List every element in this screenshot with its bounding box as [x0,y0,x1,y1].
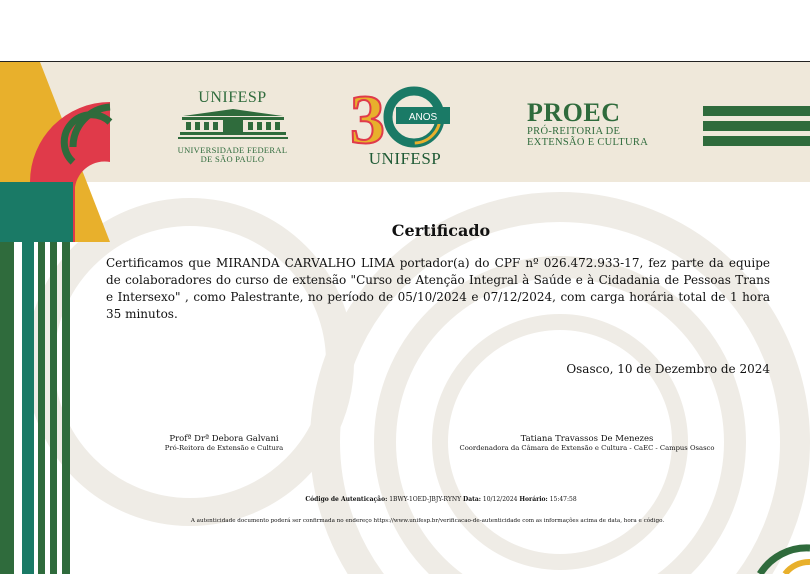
30-anos-badge-text: ANOS [408,112,438,123]
proec-logo [527,100,677,148]
auth-time: 15:47:58 [549,496,577,503]
signature-2-name: Tatiana Travassos De Menezes [520,434,654,444]
unifesp-logo-name: UNIFESP [198,89,267,106]
certificate-body: Certificamos que MIRANDA CARVALHO LIMA portador(a) do CPF nº 026.472.933-17, fez parte da equipe de colaboradores do curso de extensão "Curso de Atenção Integral à Saúde e à Cidadania de Pessoas Trans e Intersexo" , como Palestrante, no período de 05/10/2024 e 07/12/2024, com carga horária total de 1 hora 35 minutos. [106,256,770,321]
signature-1-name: Profª Drª Debora Galvani [169,434,279,444]
building-icon [178,106,288,142]
proec-logo-subtitle-2: EXTENSÃO E CULTURA [527,137,649,148]
30-anos-logo-name: UNIFESP [368,149,442,168]
signature-2-role: Coordenadora da Câmara de Extensão e Cultura - CaEC - Campus Osasco [459,444,715,452]
auth-date: 10/12/2024 [482,496,518,503]
auth-date-label: Data: [462,496,481,503]
authentication-line [0,496,810,503]
30-anos-emblem [348,83,462,149]
signature-1-role: Pró-Reitora de Extensão e Cultura [164,444,284,452]
unifesp-logo-subtitle-2: DE SÃO PAULO [200,154,265,164]
30-anos-logo [348,83,462,173]
proec-logo-name: PROEC [527,98,621,127]
place-and-date: Osasco, 10 de Dezembro de 2024 [566,362,770,376]
unifesp-logo-subtitle-1: UNIVERSIDADE FEDERAL [177,145,288,155]
auth-code: 1BWY-1OED-JBJY-RYNY [389,496,462,503]
auth-code-label: Código de Autenticação: [305,496,388,503]
signature-block-1 [124,434,324,453]
signature-block-2 [427,434,747,453]
certificate-title: Certificado [391,221,491,240]
auth-time-label: Horário: [519,496,548,503]
authenticity-note: A autenticidade documento poderá ser confirmada no endereço https://www.unifesp.br/verificacao-de-autenticidade com as informações acima de data, hora e código. [190,518,665,524]
proec-logo-subtitle-1: PRÓ-REITORIA DE [527,126,621,137]
unifesp-logo [175,90,290,164]
svg-text:3: 3 [350,83,385,149]
right-banner-stripes [703,106,810,146]
